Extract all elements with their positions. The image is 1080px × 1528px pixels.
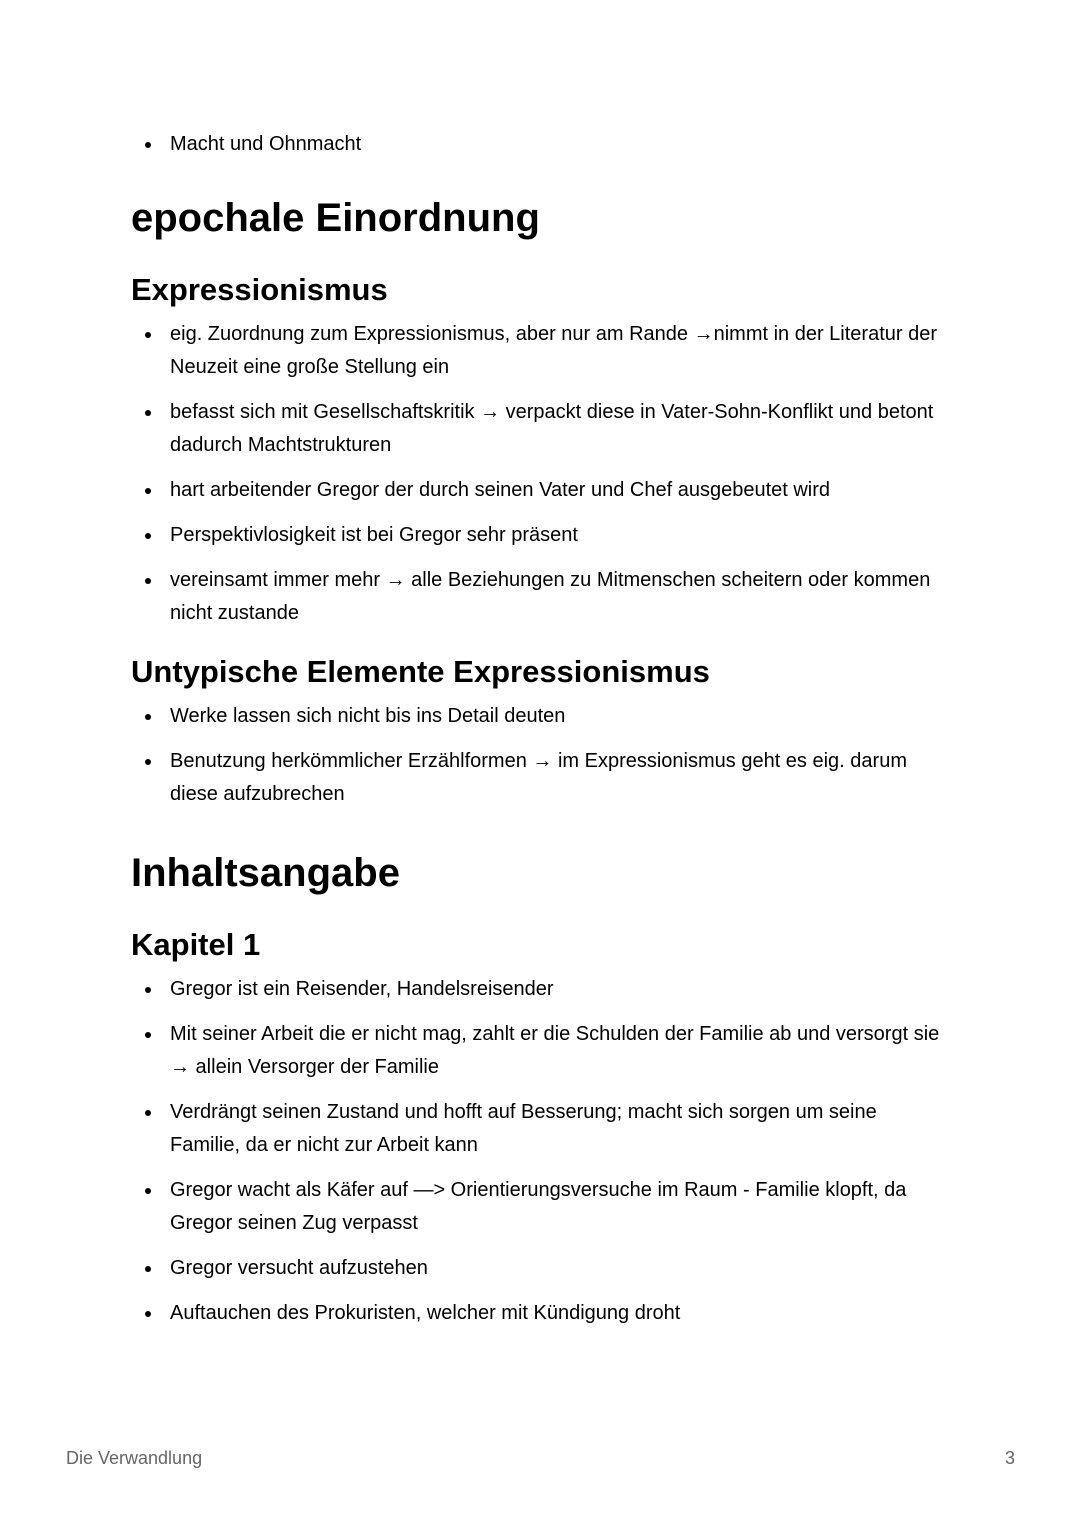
- list-item: Gregor ist ein Reisender, Handelsreisender: [131, 973, 951, 1006]
- list-item: Gregor versucht aufzustehen: [131, 1252, 951, 1285]
- list-item: Werke lassen sich nicht bis ins Detail deuten: [131, 700, 951, 733]
- sub-heading-kapitel-1: Kapitel 1: [131, 927, 261, 962]
- expressionismus-list: [131, 318, 951, 630]
- list-item: Benutzung herkömmlicher Erzählformen → im Expressionismus geht es eig. darum diese aufzubrechen: [131, 745, 951, 811]
- list-item: Perspektivlosigkeit ist bei Gregor sehr präsent: [131, 519, 951, 552]
- intro-list: [131, 128, 951, 161]
- list-item: Macht und Ohnmacht: [131, 128, 951, 161]
- list-item: Verdrängt seinen Zustand und hofft auf Besserung; macht sich sorgen um seine Familie, da er nicht zur Arbeit kann: [131, 1096, 951, 1162]
- list-item: Gregor wacht als Käfer auf —> Orientierungsversuche im Raum - Familie klopft, da Gregor seinen Zug verpasst: [131, 1174, 951, 1240]
- kapitel-1-list: [131, 973, 951, 1330]
- footer-page-number: 3: [1004, 1448, 1015, 1468]
- list-item: befasst sich mit Gesellschaftskritik → verpackt diese in Vater-Sohn-Konflikt und betont dadurch Machtstrukturen: [131, 396, 951, 462]
- untypische-elemente-list: [131, 700, 951, 811]
- list-item: vereinsamt immer mehr → alle Beziehungen zu Mitmenschen scheitern oder kommen nicht zustande: [131, 564, 951, 630]
- sub-heading-untypische-elemente: Untypische Elemente Expressionismus: [131, 654, 710, 689]
- section-heading-epochale-einordnung: epochale Einordnung: [131, 196, 540, 240]
- page-content: [131, 128, 951, 1342]
- list-item: Auftauchen des Prokuristen, welcher mit Kündigung droht: [131, 1297, 951, 1330]
- footer-document-title: Die Verwandlung: [66, 1448, 203, 1468]
- section-heading-inhaltsangabe: Inhaltsangabe: [131, 851, 400, 895]
- list-item: eig. Zuordnung zum Expressionismus, aber nur am Rande →nimmt in der Literatur der Neuzeit eine große Stellung ein: [131, 318, 951, 384]
- list-item: hart arbeitender Gregor der durch seinen Vater und Chef ausgebeutet wird: [131, 474, 951, 507]
- sub-heading-expressionismus: Expressionismus: [131, 272, 388, 307]
- list-item: Mit seiner Arbeit die er nicht mag, zahlt er die Schulden der Familie ab und versorgt sie → allein Versorger der Familie: [131, 1018, 951, 1084]
